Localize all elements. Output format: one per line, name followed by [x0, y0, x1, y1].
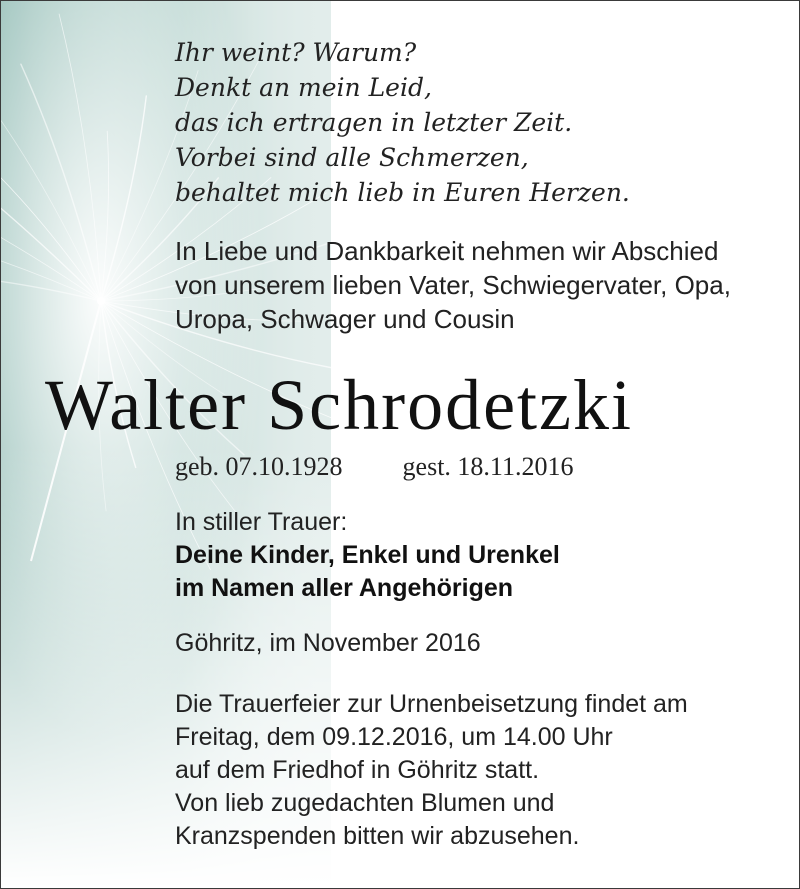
- poem-line: das ich ertragen in letzter Zeit.: [175, 108, 573, 137]
- life-dates: [175, 451, 573, 483]
- mourning-intro: In stiller Trauer:: [175, 508, 348, 536]
- birth-date: geb. 07.10.1928: [175, 452, 343, 481]
- mourners-relatives: im Namen aller Angehörigen: [175, 574, 514, 602]
- poem-verse: [175, 35, 630, 210]
- funeral-line: auf dem Friedhof in Göhritz statt.: [175, 756, 540, 784]
- poem-line: behaltet mich lieb in Euren Herzen.: [175, 178, 630, 207]
- farewell-text: [175, 234, 731, 336]
- farewell-line: In Liebe und Dankbarkeit nehmen wir Abschied: [175, 236, 719, 266]
- mourners-block: [175, 506, 560, 605]
- farewell-line: Uropa, Schwager und Cousin: [175, 304, 515, 334]
- place-and-date: Göhritz, im November 2016: [175, 629, 481, 657]
- deceased-name: Walter Schrodetzki: [45, 365, 633, 445]
- poem-line: Denkt an mein Leid,: [175, 73, 432, 102]
- mourners-family: Deine Kinder, Enkel und Urenkel: [175, 541, 560, 569]
- funeral-info: [175, 688, 688, 853]
- funeral-line: Freitag, dem 09.12.2016, um 14.00 Uhr: [175, 723, 613, 751]
- poem-line: Vorbei sind alle Schmerzen,: [175, 143, 529, 172]
- funeral-line: Die Trauerfeier zur Urnenbeisetzung findet am: [175, 690, 688, 718]
- death-date: gest. 18.11.2016: [402, 452, 574, 481]
- poem-line: Ihr weint? Warum?: [175, 38, 417, 67]
- farewell-line: von unserem lieben Vater, Schwiegervater, Opa,: [175, 270, 731, 300]
- funeral-line: Von lieb zugedachten Blumen und: [175, 789, 555, 817]
- funeral-line: Kranzspenden bitten wir abzusehen.: [175, 822, 580, 850]
